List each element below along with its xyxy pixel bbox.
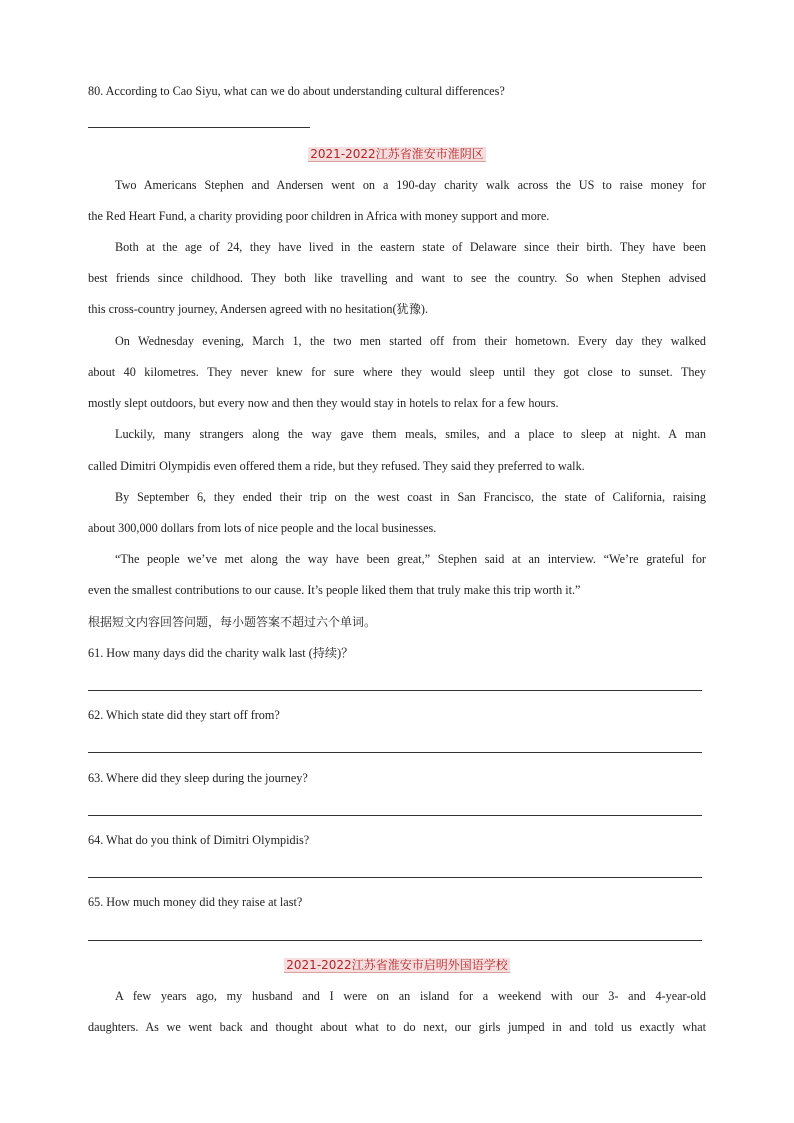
passage-line: A few years ago, my husband and I were on an island for a weekend with our 3- and 4-year-old (115, 989, 706, 1003)
answer-line-65[interactable] (88, 940, 702, 941)
passage-line: Both at the age of 24, they have lived in the eastern state of Delaware since their birth. They have been (115, 240, 706, 254)
answer-line-80[interactable] (88, 127, 310, 128)
passage-line: this cross-country journey, Andersen agreed with no hesitation(犹豫). (88, 302, 429, 316)
passage-line: about 300,000 dollars from lots of nice people and the local businesses. (88, 521, 437, 535)
passage-line: Luckily, many strangers along the way gave them meals, smiles, and a place to sleep at night. A man (115, 427, 706, 441)
passage-line: about 40 kilometres. They never knew for sure where they would sleep until they got close to sunset. They (88, 365, 706, 379)
section-heading-label: 2021-2022江苏省淮安市启明外国语学校 (286, 958, 508, 972)
section-heading-label: 2021-2022江苏省淮安市淮阴区 (310, 147, 484, 161)
passage-line: even the smallest contributions to our cause. It’s people liked them that truly make this trip worth it.” (88, 583, 581, 597)
section-heading (0, 145, 794, 163)
passage-line: called Dimitri Olympidis even offered them a ride, but they refused. They said they preferred to walk. (88, 459, 585, 473)
answer-instruction: 根据短文内容回答问题，每小题答案不超过六个单词。 (88, 615, 377, 629)
question-80: 80. According to Cao Siyu, what can we do about understanding cultural differences? (88, 84, 505, 98)
answer-line-63[interactable] (88, 815, 702, 816)
question-62: 62. Which state did they start off from? (88, 708, 280, 722)
passage-line: mostly slept outdoors, but every now and then they would stay in hotels to relax for a few hours. (88, 396, 559, 410)
answer-line-62[interactable] (88, 752, 702, 753)
section-heading (0, 956, 794, 974)
passage-line: On Wednesday evening, March 1, the two men started off from their hometown. Every day they walked (115, 334, 706, 348)
question-65: 65. How much money did they raise at last? (88, 895, 303, 909)
answer-line-64[interactable] (88, 877, 702, 878)
passage-line: “The people we’ve met along the way have been great,” Stephen said at an interview. “We’re grateful for (115, 552, 706, 566)
question-64: 64. What do you think of Dimitri Olympidis? (88, 833, 310, 847)
passage-line: By September 6, they ended their trip on the west coast in San Francisco, the state of California, raising (115, 490, 706, 504)
passage-line: the Red Heart Fund, a charity providing poor children in Africa with money support and more. (88, 209, 550, 223)
question-63: 63. Where did they sleep during the journey? (88, 771, 308, 785)
passage-line: daughters. As we went back and thought about what to do next, our girls jumped in and told us exactly what (88, 1020, 706, 1034)
passage-line: Two Americans Stephen and Andersen went on a 190-day charity walk across the US to raise money for (115, 178, 706, 192)
question-61: 61. How many days did the charity walk last (持续)？ (88, 646, 354, 660)
passage-line: best friends since childhood. They both like travelling and want to see the country. So when Stephen advised (88, 271, 706, 285)
answer-line-61[interactable] (88, 690, 702, 691)
